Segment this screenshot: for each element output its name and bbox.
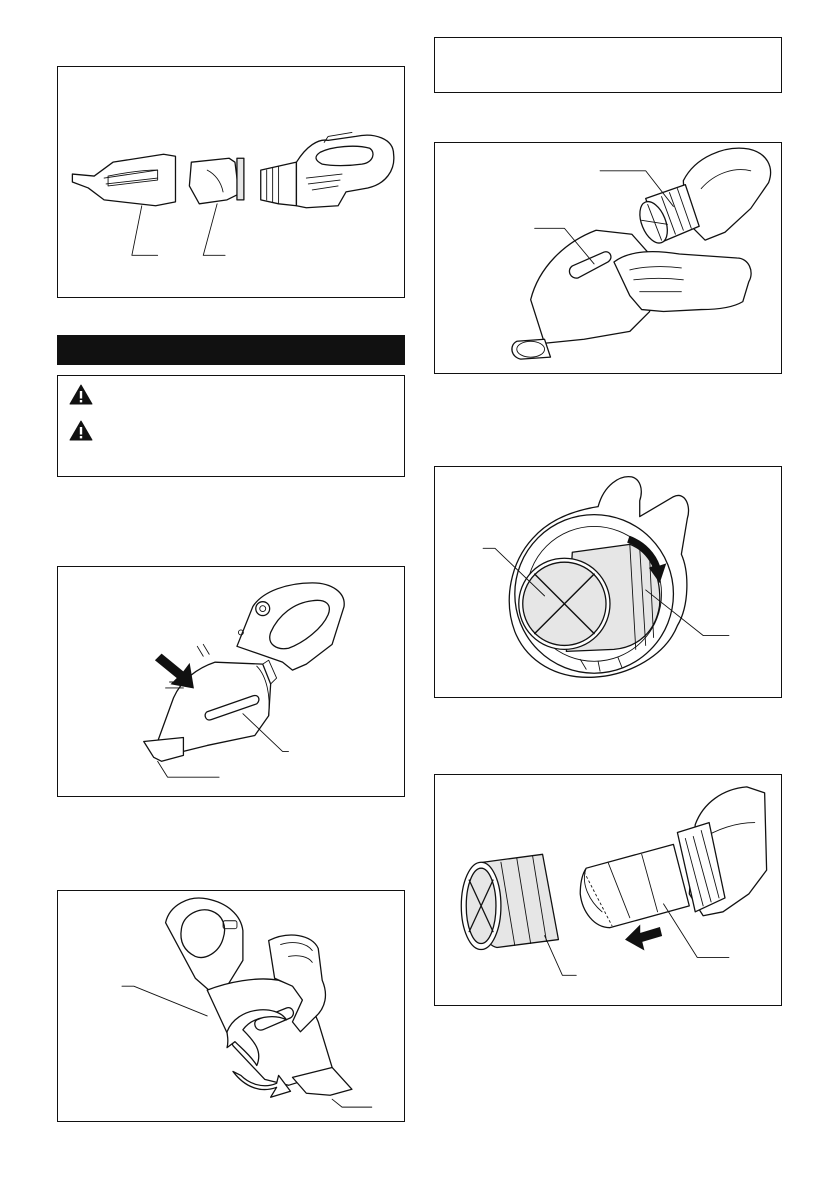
leader-line bbox=[158, 761, 219, 777]
note-box bbox=[434, 37, 782, 93]
pull-arrow-icon bbox=[626, 926, 662, 950]
leader-line bbox=[122, 986, 207, 1016]
nozzle-part bbox=[72, 154, 175, 206]
figure-remove-filter bbox=[434, 142, 782, 374]
figure-parts-exploded bbox=[57, 66, 405, 298]
figure-release-button bbox=[57, 566, 405, 797]
leader-line bbox=[332, 1099, 372, 1107]
figure-pull-filter bbox=[434, 774, 782, 1006]
figure-rotate-filter bbox=[434, 466, 782, 698]
leader-line bbox=[132, 206, 158, 256]
leader-line bbox=[203, 204, 225, 256]
vacuum-body-part bbox=[261, 132, 394, 207]
warning-triangle-icon bbox=[68, 418, 94, 444]
twist-nozzle-illustration bbox=[58, 891, 404, 1121]
warning-box bbox=[57, 375, 405, 477]
release-button-illustration bbox=[58, 567, 404, 796]
section-heading-bar bbox=[57, 335, 405, 365]
prefilter-part bbox=[189, 158, 244, 204]
power-switch bbox=[256, 602, 270, 616]
leader-line bbox=[545, 936, 577, 976]
rotate-filter-illustration bbox=[435, 467, 781, 697]
push-arrow-icon bbox=[156, 654, 194, 688]
figure-twist-nozzle bbox=[57, 890, 405, 1122]
warning-triangle-icon bbox=[68, 382, 94, 408]
pull-filter-illustration bbox=[435, 775, 781, 1005]
parts-exploded-illustration bbox=[58, 67, 404, 297]
remove-filter-illustration bbox=[435, 143, 781, 373]
